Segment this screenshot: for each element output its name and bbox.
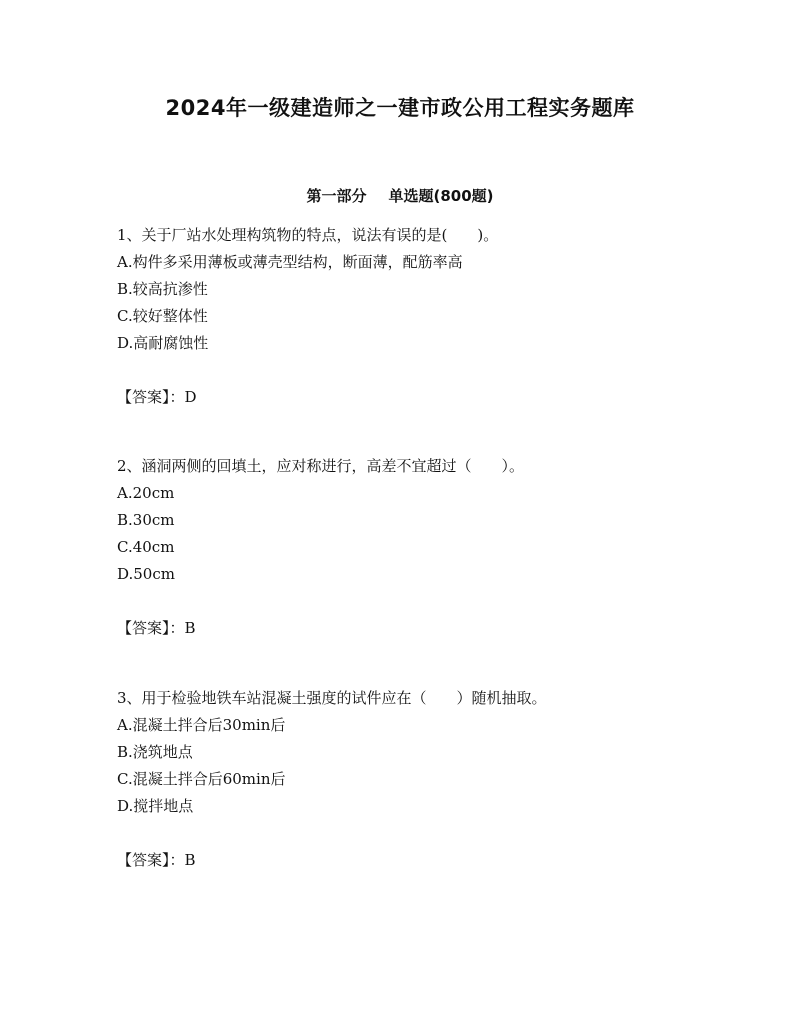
answer-label: 【答案】： [117, 851, 185, 869]
option-c: C.40cm [117, 538, 175, 556]
answer-label: 【答案】： [117, 619, 185, 637]
question-block [117, 222, 757, 411]
answer-label: 【答案】： [117, 388, 185, 406]
option-a: A.构件多采用薄板或薄壳型结构，断面薄，配筋率高 [117, 253, 463, 271]
option-a: A.混凝土拌合后30min后 [117, 716, 286, 734]
question-stem: 3、用于检验地铁车站混凝土强度的试件应在（ ）随机抽取。 [117, 689, 547, 707]
question-block [117, 685, 757, 874]
option-d: D.高耐腐蚀性 [117, 334, 209, 352]
option-b: B.浇筑地点 [117, 743, 193, 761]
question-stem: 2、涵洞两侧的回填土，应对称进行，高差不宜超过（ ）。 [117, 457, 525, 475]
option-b: B.30cm [117, 511, 175, 529]
section-name: 单选题(800题) [388, 187, 494, 205]
section-part: 第一部分 [306, 187, 367, 205]
option-c: C.混凝土拌合后60min后 [117, 770, 286, 788]
document-title: 2024年一级建造师之一建市政公用工程实务题库 [165, 96, 635, 120]
answer-value: B [184, 619, 196, 637]
answer-line [117, 847, 757, 874]
answer-line [117, 615, 757, 642]
option-c: C.较好整体性 [117, 307, 208, 325]
section-heading [0, 185, 800, 207]
option-d: D.50cm [117, 565, 175, 583]
option-a: A.20cm [117, 484, 175, 502]
answer-line [117, 384, 757, 411]
question-stem: 1、关于厂站水处理构筑物的特点，说法有误的是( )。 [117, 226, 499, 244]
question-block [117, 453, 757, 642]
answer-value: B [184, 851, 196, 869]
answer-value: D [184, 388, 197, 406]
option-d: D.搅拌地点 [117, 797, 194, 815]
option-b: B.较高抗渗性 [117, 280, 208, 298]
